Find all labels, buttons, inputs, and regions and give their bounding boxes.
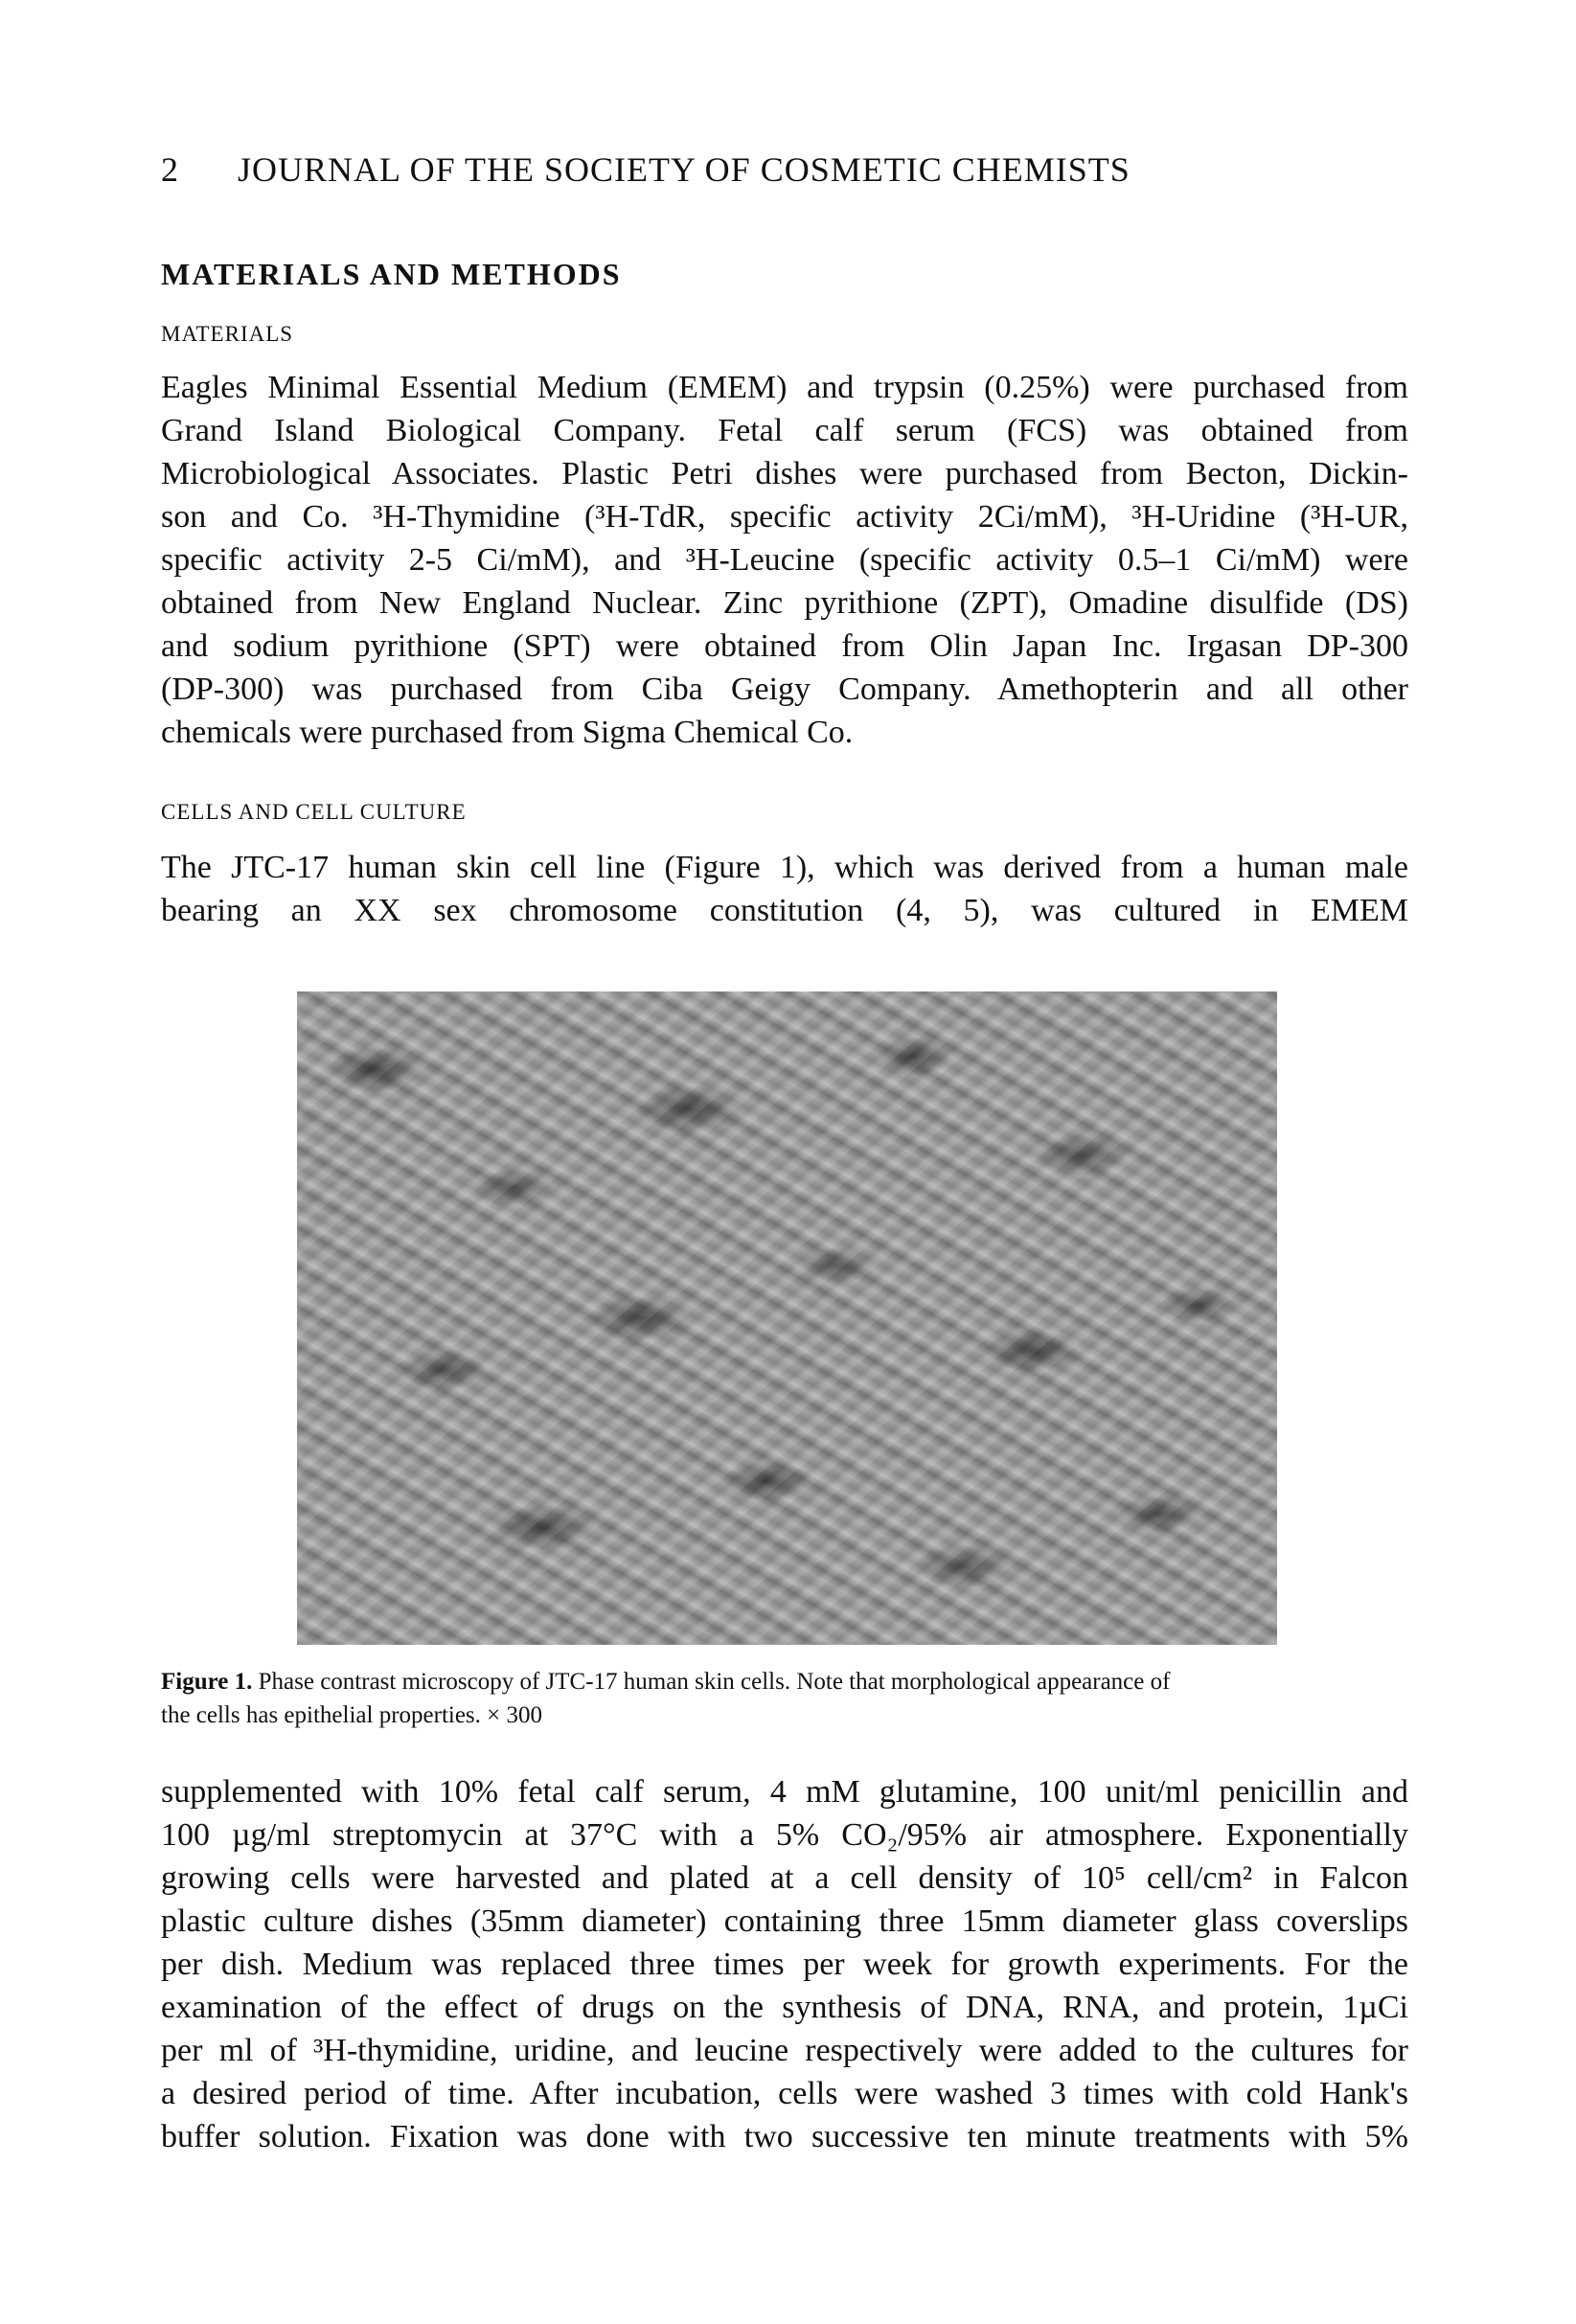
- journal-title: JOURNAL OF THE SOCIETY OF COSMETIC CHEMISTS: [238, 150, 1131, 189]
- paragraph-line: a desired period of time. After incubation, cells were washed 3 times with cold Hank's: [161, 2076, 1408, 2111]
- paragraph-line: plastic culture dishes (35mm diameter) containing three 15mm diameter glass coverslips: [161, 1903, 1408, 1939]
- cells-paragraph: [161, 846, 1408, 932]
- running-header: [161, 149, 1416, 190]
- page-number: 2: [161, 150, 179, 189]
- paragraph-line: The JTC-17 human skin cell line (Figure 1), which was derived from a human male: [161, 850, 1408, 885]
- paragraph-line: buffer solution. Fixation was done with two successive ten minute treatments with 5%: [161, 2119, 1408, 2154]
- materials-subheading: MATERIALS: [161, 322, 294, 346]
- paragraph-line: Grand Island Biological Company. Fetal calf serum (FCS) was obtained from: [161, 413, 1408, 448]
- paragraph-line: (DP-300) was purchased from Ciba Geigy Company. Amethopterin and all other: [161, 672, 1408, 707]
- paragraph-line: growing cells were harvested and plated at a cell density of 10⁵ cell/cm² in Falcon: [161, 1860, 1408, 1896]
- materials-paragraph: [161, 366, 1408, 754]
- paragraph-line: supplemented with 10% fetal calf serum, 4 mM glutamine, 100 unit/ml penicillin and: [161, 1774, 1408, 1810]
- paragraph-line: obtained from New England Nuclear. Zinc pyrithione (ZPT), Omadine disulfide (DS): [161, 585, 1408, 621]
- paragraph-line: Microbiological Associates. Plastic Petri dishes were purchased from Becton, Dickin-: [161, 456, 1408, 491]
- cells-subheading: CELLS AND CELL CULTURE: [161, 800, 467, 824]
- paragraph-line: 100 µg/ml streptomycin at 37°C with a 5% CO₂/95% air atmosphere. Exponentially: [161, 1817, 1408, 1853]
- paragraph-line: and sodium pyrithione (SPT) were obtained from Olin Japan Inc. Irgasan DP-300: [161, 628, 1408, 664]
- paragraph-line: specific activity 2-5 Ci/mM), and ³H-Leucine (specific activity 0.5–1 Ci/mM) were: [161, 542, 1408, 578]
- caption-text: the cells has epithelial properties. × 300: [161, 1702, 543, 1728]
- paragraph-line: Eagles Minimal Essential Medium (EMEM) and trypsin (0.25%) were purchased from: [161, 370, 1408, 405]
- section-heading: MATERIALS AND METHODS: [161, 257, 622, 291]
- microscopy-photo: [297, 991, 1277, 1645]
- paragraph-line: examination of the effect of drugs on the synthesis of DNA, RNA, and protein, 1µCi: [161, 1990, 1408, 2025]
- figure-caption: [161, 1665, 1408, 1732]
- figure-label: Figure 1.: [161, 1669, 253, 1695]
- paragraph-line: chemicals were purchased from Sigma Chemical Co.: [161, 715, 854, 750]
- caption-text: Phase contrast microscopy of JTC-17 human skin cells. Note that morphological appearance of: [258, 1669, 1171, 1695]
- culture-paragraph: [161, 1770, 1408, 2158]
- paragraph-line: per ml of ³H-thymidine, uridine, and leucine respectively were added to the cultures for: [161, 2033, 1408, 2068]
- paragraph-line: son and Co. ³H-Thymidine (³H-TdR, specific activity 2Ci/mM), ³H-Uridine (³H-UR,: [161, 499, 1408, 535]
- paragraph-line: bearing an XX sex chromosome constitution (4, 5), was cultured in EMEM: [161, 893, 1408, 928]
- paragraph-line: per dish. Medium was replaced three times per week for growth experiments. For the: [161, 1947, 1408, 1982]
